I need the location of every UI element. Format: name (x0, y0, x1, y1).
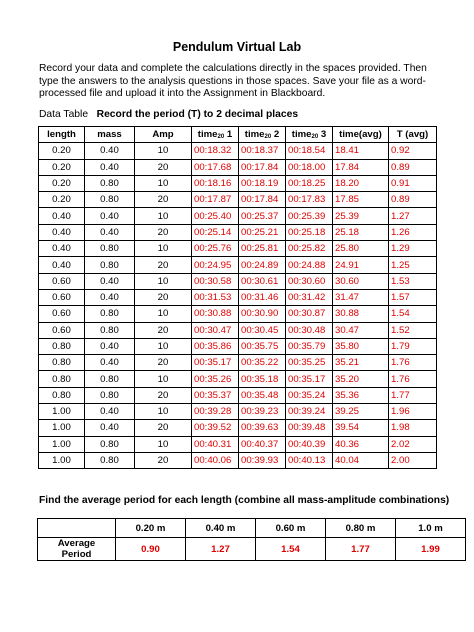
t-avg-cell[interactable]: 1.76 (389, 371, 437, 387)
amp-cell: 20 (135, 289, 192, 305)
amp-cell: 20 (135, 452, 192, 468)
data-table-header-row (39, 127, 437, 143)
t-avg-cell[interactable]: 1.27 (389, 208, 437, 224)
amp-cell: 20 (135, 224, 192, 240)
time-2-cell[interactable]: 00:30.61 (239, 273, 286, 289)
time-2-cell[interactable]: 00:35.22 (239, 355, 286, 371)
time-avg-cell[interactable]: 40.04 (333, 452, 389, 468)
avg-col-header: 0.80 m (326, 519, 396, 538)
mass-cell: 0.80 (85, 436, 135, 452)
time-1-cell[interactable]: 00:30.88 (192, 306, 239, 322)
length-cell: 0.40 (39, 224, 85, 240)
t-avg-cell[interactable]: 1.77 (389, 387, 437, 403)
time-2-cell[interactable]: 00:25.37 (239, 208, 286, 224)
avg-col-header: 0.40 m (186, 519, 256, 538)
t-avg-cell[interactable]: 1.53 (389, 273, 437, 289)
table-row (39, 208, 437, 224)
mass-cell: 0.80 (85, 387, 135, 403)
mass-cell: 0.80 (85, 257, 135, 273)
time-2-cell[interactable]: 00:39.93 (239, 452, 286, 468)
time-2-cell[interactable]: 00:18.37 (239, 143, 286, 159)
time-3-cell[interactable]: 00:35.17 (286, 371, 333, 387)
page-title: Pendulum Virtual Lab (172, 40, 302, 54)
t-avg-cell[interactable]: 1.54 (389, 306, 437, 322)
mass-cell: 0.80 (85, 192, 135, 208)
amp-cell: 20 (135, 420, 192, 436)
table-row (39, 306, 437, 322)
table-row (39, 436, 437, 452)
time-avg-cell[interactable]: 35.20 (333, 371, 389, 387)
time-2-cell[interactable]: 00:40.37 (239, 436, 286, 452)
time-subscript: 20 (311, 134, 319, 141)
length-cell: 0.60 (39, 289, 85, 305)
time-1-cell[interactable]: 00:40.06 (192, 452, 239, 468)
data-table (38, 126, 437, 469)
time-1-cell[interactable]: 00:18.32 (192, 143, 239, 159)
mass-cell: 0.40 (85, 420, 135, 436)
time-3-cell[interactable]: 00:25.39 (286, 208, 333, 224)
mass-cell: 0.40 (85, 208, 135, 224)
time-2-cell[interactable]: 00:30.90 (239, 306, 286, 322)
length-cell: 0.40 (39, 257, 85, 273)
mass-cell: 0.40 (85, 338, 135, 354)
time-subscript: 20 (217, 134, 225, 141)
time-avg-cell[interactable]: 24.91 (333, 257, 389, 273)
t-avg-cell[interactable]: 1.57 (389, 289, 437, 305)
time-label: time (291, 129, 312, 141)
time-1-cell[interactable]: 00:25.14 (192, 224, 239, 240)
t-avg-cell[interactable]: 0.92 (389, 143, 437, 159)
length-cell: 0.60 (39, 306, 85, 322)
col-header-time-2 (239, 127, 286, 143)
time-avg-cell[interactable]: 39.25 (333, 404, 389, 420)
time-avg-cell[interactable]: 39.54 (333, 420, 389, 436)
time-3-cell[interactable]: 00:17.83 (286, 192, 333, 208)
mass-cell: 0.80 (85, 241, 135, 257)
col-header-time-avg: time(avg) (333, 127, 389, 143)
table-row (39, 175, 437, 191)
time-avg-cell[interactable]: 25.80 (333, 241, 389, 257)
average-question: Find the average period for each length (combine all mass-amplitude combinations) (39, 495, 450, 506)
amp-cell: 20 (135, 159, 192, 175)
time-3-cell[interactable]: 00:25.18 (286, 224, 333, 240)
time-avg-cell[interactable]: 40.36 (333, 436, 389, 452)
table-row (39, 420, 437, 436)
table-row (39, 159, 437, 175)
length-cell: 1.00 (39, 404, 85, 420)
t-avg-cell[interactable]: 1.76 (389, 355, 437, 371)
time-1-cell[interactable]: 00:39.52 (192, 420, 239, 436)
table-row (39, 371, 437, 387)
time-3-cell[interactable]: 00:39.48 (286, 420, 333, 436)
time-avg-cell[interactable]: 17.85 (333, 192, 389, 208)
avg-table-corner (38, 519, 116, 538)
caption-prefix: Data Table (39, 109, 89, 120)
amp-cell: 10 (135, 338, 192, 354)
t-avg-cell[interactable]: 1.52 (389, 322, 437, 338)
time-avg-cell[interactable]: 25.18 (333, 224, 389, 240)
time-1-cell[interactable]: 00:30.58 (192, 273, 239, 289)
amp-cell: 20 (135, 387, 192, 403)
length-cell: 1.00 (39, 436, 85, 452)
avg-value-cell[interactable]: 0.90 (116, 538, 186, 561)
time-3-cell[interactable]: 00:25.82 (286, 241, 333, 257)
time-avg-cell[interactable]: 17.84 (333, 159, 389, 175)
amp-cell: 20 (135, 355, 192, 371)
time-avg-cell[interactable]: 35.21 (333, 355, 389, 371)
time-3-cell[interactable]: 00:35.79 (286, 338, 333, 354)
time-avg-cell[interactable]: 18.41 (333, 143, 389, 159)
time-1-cell[interactable]: 00:39.28 (192, 404, 239, 420)
mass-cell: 0.40 (85, 404, 135, 420)
table-row (39, 404, 437, 420)
time-2-cell[interactable]: 00:25.21 (239, 224, 286, 240)
avg-value-cell[interactable]: 1.54 (256, 538, 326, 561)
time-1-cell[interactable]: 00:17.87 (192, 192, 239, 208)
mass-cell: 0.80 (85, 175, 135, 191)
amp-cell: 10 (135, 143, 192, 159)
t-avg-cell[interactable]: 0.89 (389, 159, 437, 175)
time-avg-cell[interactable]: 18.20 (333, 175, 389, 191)
mass-cell: 0.40 (85, 159, 135, 175)
amp-cell: 10 (135, 208, 192, 224)
mass-cell: 0.40 (85, 355, 135, 371)
length-cell: 0.80 (39, 355, 85, 371)
time-avg-cell[interactable]: 35.36 (333, 387, 389, 403)
time-2-cell[interactable]: 00:25.81 (239, 241, 286, 257)
table-row (39, 273, 437, 289)
amp-cell: 20 (135, 192, 192, 208)
length-cell: 0.80 (39, 338, 85, 354)
time-3-cell[interactable]: 00:18.25 (286, 175, 333, 191)
mass-cell: 0.80 (85, 452, 135, 468)
time-1-cell[interactable]: 00:24.95 (192, 257, 239, 273)
time-3-cell[interactable]: 00:39.24 (286, 404, 333, 420)
length-cell: 0.20 (39, 175, 85, 191)
table-row (39, 143, 437, 159)
time-avg-cell[interactable]: 25.39 (333, 208, 389, 224)
time-1-cell[interactable]: 00:35.26 (192, 371, 239, 387)
table-row (39, 355, 437, 371)
time-subscript: 20 (264, 134, 272, 141)
amp-cell: 10 (135, 241, 192, 257)
avg-row-label: Average Period (38, 538, 116, 561)
time-2-cell[interactable]: 00:39.23 (239, 404, 286, 420)
time-1-cell[interactable]: 00:25.76 (192, 241, 239, 257)
data-table-body (39, 143, 437, 469)
time-label: time (197, 129, 218, 141)
length-cell: 0.80 (39, 371, 85, 387)
time-avg-cell[interactable]: 30.60 (333, 273, 389, 289)
amp-cell: 20 (135, 257, 192, 273)
length-cell: 0.20 (39, 192, 85, 208)
table-row (39, 322, 437, 338)
table-row (39, 241, 437, 257)
time-avg-cell[interactable]: 31.47 (333, 289, 389, 305)
mass-cell: 0.40 (85, 224, 135, 240)
time-3-cell[interactable]: 00:40.39 (286, 436, 333, 452)
time-1-cell[interactable]: 00:25.40 (192, 208, 239, 224)
avg-col-header: 0.60 m (256, 519, 326, 538)
col-header-t-avg: T (avg) (389, 127, 437, 143)
time-2-cell[interactable]: 00:30.45 (239, 322, 286, 338)
time-1-cell[interactable]: 00:35.86 (192, 338, 239, 354)
mass-cell: 0.80 (85, 322, 135, 338)
col-header-time-3 (286, 127, 333, 143)
t-avg-cell[interactable]: 0.89 (389, 192, 437, 208)
table-row (39, 387, 437, 403)
col-header-length: length (39, 127, 85, 143)
time-1-cell[interactable]: 00:31.53 (192, 289, 239, 305)
length-cell: 0.60 (39, 273, 85, 289)
t-avg-cell[interactable]: 1.29 (389, 241, 437, 257)
t-avg-cell[interactable]: 1.79 (389, 338, 437, 354)
mass-cell: 0.40 (85, 143, 135, 159)
time-2-cell[interactable]: 00:17.84 (239, 159, 286, 175)
avg-value-cell[interactable]: 1.99 (396, 538, 466, 561)
time-1-cell[interactable]: 00:35.37 (192, 387, 239, 403)
caption-text: Record the period (T) to 2 decimal places (96, 109, 299, 120)
time-1-cell[interactable]: 00:18.16 (192, 175, 239, 191)
time-2-cell[interactable]: 00:39.63 (239, 420, 286, 436)
mass-cell: 0.80 (85, 306, 135, 322)
amp-cell: 10 (135, 436, 192, 452)
length-cell: 0.40 (39, 208, 85, 224)
amp-cell: 10 (135, 175, 192, 191)
length-cell: 1.00 (39, 452, 85, 468)
time-3-cell[interactable]: 00:35.24 (286, 387, 333, 403)
t-avg-cell[interactable]: 1.25 (389, 257, 437, 273)
mass-cell: 0.80 (85, 371, 135, 387)
average-period-table (37, 518, 466, 561)
length-cell: 1.00 (39, 420, 85, 436)
time-avg-cell[interactable]: 30.47 (333, 322, 389, 338)
length-cell: 0.20 (39, 159, 85, 175)
time-number: 2 (273, 129, 280, 141)
t-avg-cell[interactable]: 1.96 (389, 404, 437, 420)
amp-cell: 10 (135, 371, 192, 387)
t-avg-cell[interactable]: 1.26 (389, 224, 437, 240)
avg-value-cell[interactable]: 1.27 (186, 538, 256, 561)
mass-cell: 0.40 (85, 289, 135, 305)
time-2-cell[interactable]: 00:35.75 (239, 338, 286, 354)
avg-table-value-row (38, 538, 466, 561)
t-avg-cell[interactable]: 2.02 (389, 436, 437, 452)
time-3-cell[interactable]: 00:31.42 (286, 289, 333, 305)
avg-col-header: 1.0 m (396, 519, 466, 538)
time-1-cell[interactable]: 00:40.31 (192, 436, 239, 452)
amp-cell: 10 (135, 273, 192, 289)
time-3-cell[interactable]: 00:30.87 (286, 306, 333, 322)
col-header-mass: mass (85, 127, 135, 143)
avg-table-header-row (38, 519, 466, 538)
time-3-cell[interactable]: 00:18.54 (286, 143, 333, 159)
data-table-caption (39, 109, 298, 120)
table-row (39, 289, 437, 305)
time-3-cell[interactable]: 00:30.48 (286, 322, 333, 338)
time-2-cell[interactable]: 00:24.89 (239, 257, 286, 273)
time-3-cell[interactable]: 00:24.88 (286, 257, 333, 273)
table-row (39, 452, 437, 468)
time-number: 3 (320, 129, 327, 141)
time-1-cell[interactable]: 00:17.68 (192, 159, 239, 175)
avg-value-cell[interactable]: 1.77 (326, 538, 396, 561)
time-3-cell[interactable]: 00:18.00 (286, 159, 333, 175)
length-cell: 0.40 (39, 241, 85, 257)
amp-cell: 20 (135, 322, 192, 338)
length-cell: 0.80 (39, 387, 85, 403)
table-row (39, 224, 437, 240)
time-avg-cell[interactable]: 35.80 (333, 338, 389, 354)
mass-cell: 0.40 (85, 273, 135, 289)
time-label: time (244, 129, 265, 141)
t-avg-cell[interactable]: 0.91 (389, 175, 437, 191)
time-2-cell[interactable]: 00:35.18 (239, 371, 286, 387)
table-row (39, 192, 437, 208)
time-avg-cell[interactable]: 30.88 (333, 306, 389, 322)
t-avg-cell[interactable]: 2.00 (389, 452, 437, 468)
amp-cell: 10 (135, 306, 192, 322)
time-2-cell[interactable]: 00:31.46 (239, 289, 286, 305)
instructions-paragraph: Record your data and complete the calculations directly in the spaces provided. Then type the answers to the analysis questions in those spaces. Save your file as a word-processed file and upload it into the Assignment in Blackboard. (39, 63, 427, 99)
amp-cell: 10 (135, 404, 192, 420)
t-avg-cell[interactable]: 1.98 (389, 420, 437, 436)
time-number: 1 (226, 129, 233, 141)
time-1-cell[interactable]: 00:35.17 (192, 355, 239, 371)
time-3-cell[interactable]: 00:30.60 (286, 273, 333, 289)
table-row (39, 338, 437, 354)
length-cell: 0.20 (39, 143, 85, 159)
time-2-cell[interactable]: 00:18.19 (239, 175, 286, 191)
time-2-cell[interactable]: 00:17.84 (239, 192, 286, 208)
time-1-cell[interactable]: 00:30.47 (192, 322, 239, 338)
time-3-cell[interactable]: 00:40.13 (286, 452, 333, 468)
col-header-time-1 (192, 127, 239, 143)
avg-col-header: 0.20 m (116, 519, 186, 538)
length-cell: 0.60 (39, 322, 85, 338)
table-row (39, 257, 437, 273)
col-header-amp: Amp (135, 127, 192, 143)
time-3-cell[interactable]: 00:35.25 (286, 355, 333, 371)
time-2-cell[interactable]: 00:35.48 (239, 387, 286, 403)
